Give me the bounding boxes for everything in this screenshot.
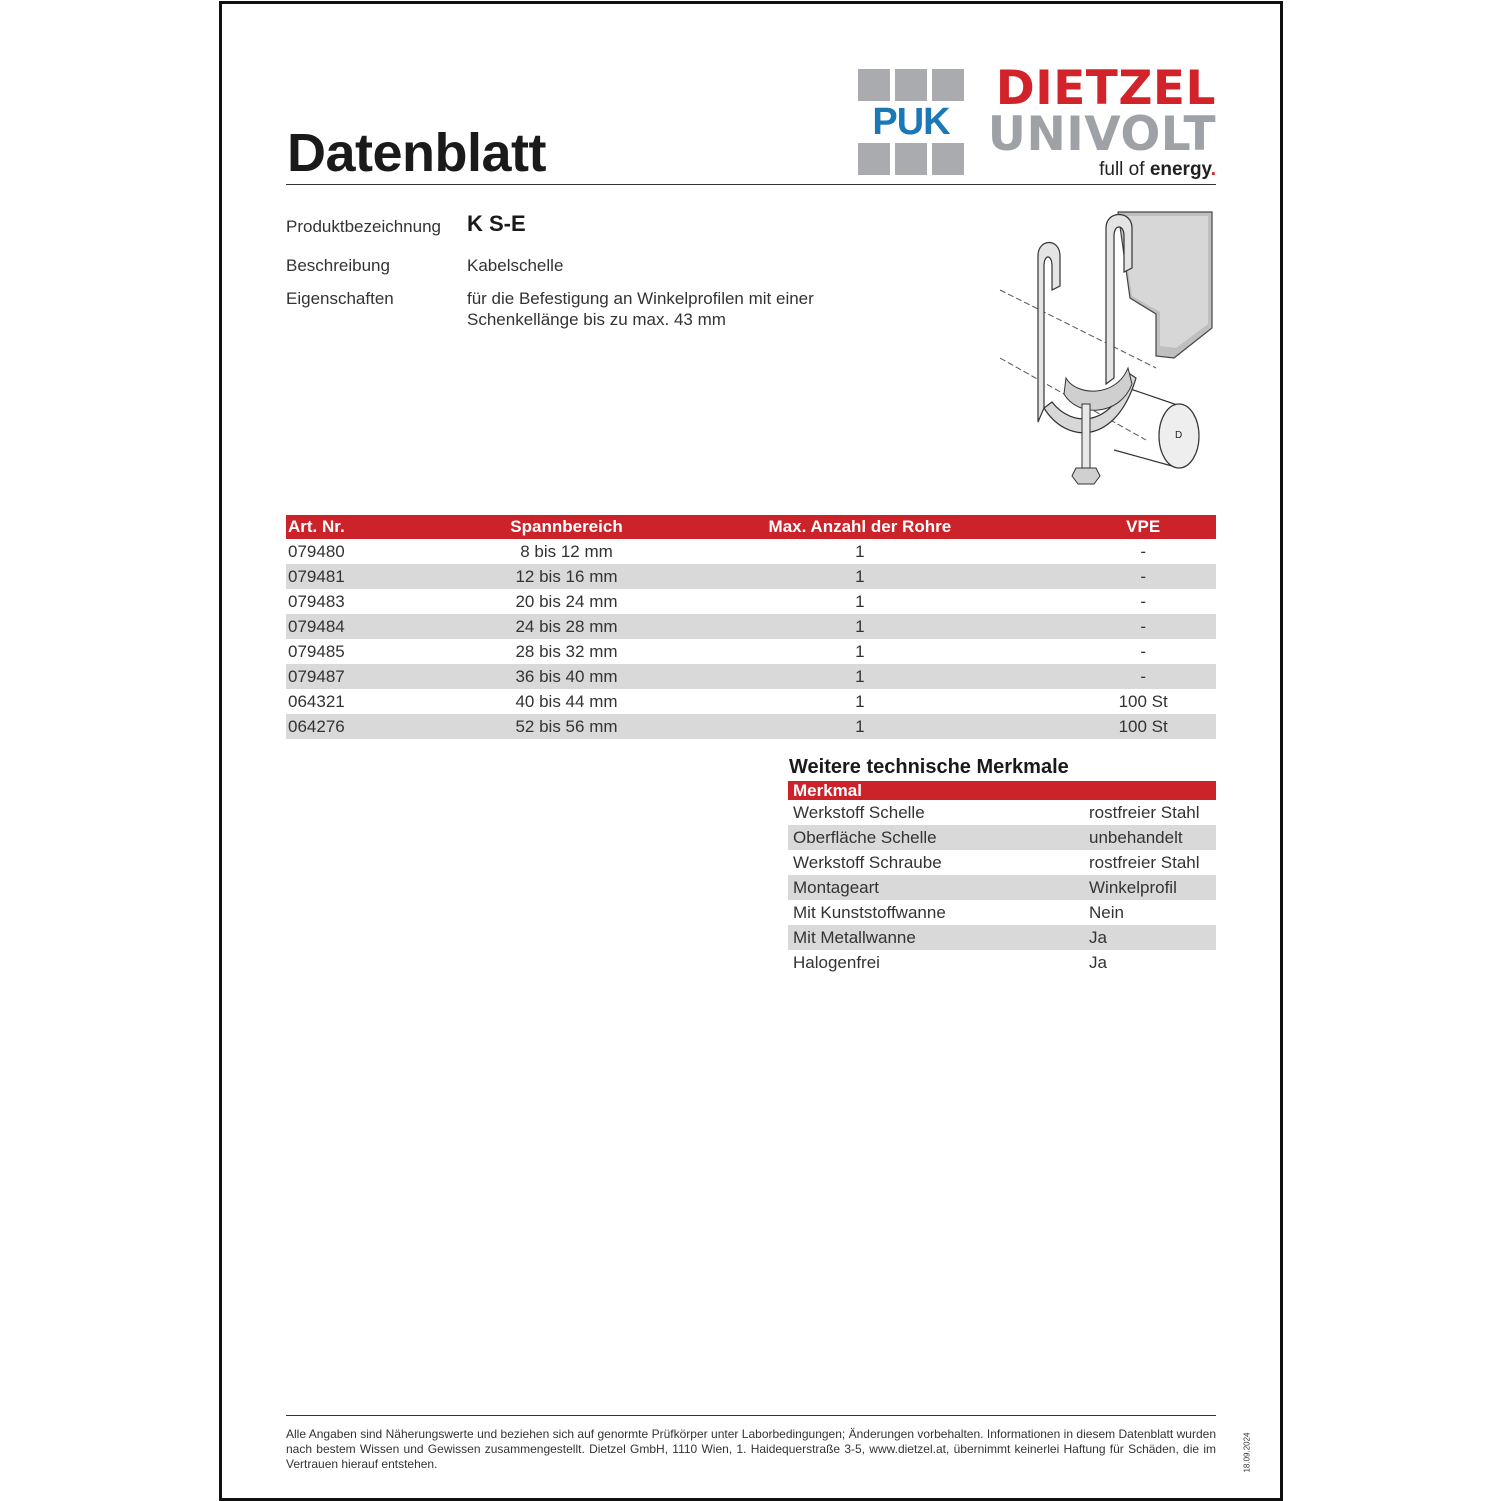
description-label: Beschreibung — [286, 256, 390, 275]
cell-vpe: - — [1070, 664, 1216, 689]
diameter-label: D — [1175, 430, 1183, 441]
feature-value: Winkelprofil — [1089, 875, 1216, 900]
cell-vpe: 100 St — [1070, 714, 1216, 739]
cell-art-nr: 079480 — [288, 541, 345, 561]
feature-key: Werkstoff Schraube — [793, 852, 942, 872]
table-row — [286, 614, 1216, 639]
feature-key: Mit Metallwanne — [788, 925, 1089, 950]
table-row — [286, 589, 1216, 614]
cell-vpe: - — [1140, 591, 1146, 611]
cell-max-rohre: 1 — [649, 564, 1070, 589]
feature-key: Halogenfrei — [793, 952, 880, 972]
feature-key: Mit Kunststoffwanne — [793, 902, 946, 922]
cable-clamp-drawing-icon — [996, 208, 1218, 490]
feature-row — [788, 950, 1216, 975]
table-row — [286, 689, 1216, 714]
document-date: 18.09.2024 — [1242, 1432, 1252, 1473]
product-name-value: K S-E — [467, 211, 526, 236]
cell-max-rohre: 1 — [649, 614, 1070, 639]
cell-spannbereich: 36 bis 40 mm — [484, 664, 650, 689]
article-table — [286, 515, 1216, 739]
product-name-label: Produktbezeichnung — [286, 217, 442, 236]
article-table-header — [286, 515, 1216, 539]
cell-art-nr: 079483 — [288, 591, 345, 611]
cell-vpe: - — [1070, 614, 1216, 639]
table-row — [286, 539, 1216, 564]
feature-value: rostfreier Stahl — [1089, 802, 1200, 822]
table-row — [286, 639, 1216, 664]
footer-divider — [286, 1415, 1216, 1416]
table-row — [286, 714, 1216, 739]
col-spannbereich: Spannbereich — [484, 515, 650, 539]
features-table-header — [788, 781, 1216, 800]
feature-value: unbehandelt — [1089, 825, 1216, 850]
cell-art-nr: 079485 — [288, 641, 345, 661]
cell-spannbereich: 40 bis 44 mm — [515, 691, 618, 711]
feature-value: rostfreier Stahl — [1089, 852, 1200, 872]
cell-vpe: - — [1070, 564, 1216, 589]
footer-disclaimer: Alle Angaben sind Näherungswerte und beziehen sich auf genormte Prüfkörper unter Laborbedingungen; Änderungen vorbehalten. Informationen in diesem Datenblatt wurden nach bestem Wissen und Gewissen zusammengestellt. Dietzel GmbH, 1110 Wien, 1. Haidequerstraße 3-5, www.dietzel.at, übernimmt keinerlei Haftung für Schäden, die im Vertrauen hierauf entstehen. — [286, 1427, 1216, 1471]
cell-art-nr: 064276 — [286, 714, 484, 739]
col-art-nr: Art. Nr. — [286, 515, 484, 539]
feature-row — [788, 875, 1216, 900]
cell-spannbereich: 20 bis 24 mm — [515, 591, 618, 611]
feature-value: Ja — [1089, 925, 1216, 950]
cell-spannbereich: 24 bis 28 mm — [484, 614, 650, 639]
col-max-rohre: Max. Anzahl der Rohre — [649, 515, 1070, 539]
properties-line-1: für die Befestigung an Winkelprofilen mit einer — [467, 289, 814, 308]
cell-art-nr: 064321 — [288, 691, 345, 711]
feature-row — [788, 825, 1216, 850]
feature-value: Ja — [1089, 952, 1107, 972]
cell-art-nr: 079481 — [286, 564, 484, 589]
page-title: Datenblatt — [287, 123, 547, 183]
cell-vpe: 100 St — [1118, 691, 1168, 711]
brand-univolt: UNIVOLT — [987, 107, 1216, 162]
cell-vpe: - — [1140, 541, 1146, 561]
description-value: Kabelschelle — [467, 256, 564, 275]
table-row — [286, 664, 1216, 689]
title-divider — [286, 184, 1216, 185]
feature-value: Nein — [1089, 902, 1124, 922]
cell-max-rohre: 1 — [649, 714, 1070, 739]
dietzel-univolt-logo — [987, 61, 1216, 184]
feature-row — [788, 800, 1216, 825]
properties-label: Eigenschaften — [286, 289, 394, 308]
cell-vpe: - — [1140, 641, 1146, 661]
features-table — [788, 781, 1216, 975]
feature-row — [788, 850, 1216, 875]
cell-art-nr: 079484 — [286, 614, 484, 639]
cell-spannbereich: 52 bis 56 mm — [484, 714, 650, 739]
features-title: Weitere technische Merkmale — [789, 756, 1069, 778]
brand-tagline: full of energy. — [1099, 159, 1216, 180]
cell-max-rohre: 1 — [855, 641, 865, 661]
feature-row — [788, 925, 1216, 950]
puk-logo-text: PUK — [872, 101, 950, 143]
feature-key: Werkstoff Schelle — [793, 802, 925, 822]
cell-spannbereich: 12 bis 16 mm — [484, 564, 650, 589]
feature-key: Montageart — [788, 875, 1089, 900]
feature-row — [788, 900, 1216, 925]
cell-max-rohre: 1 — [855, 541, 865, 561]
cell-max-rohre: 1 — [855, 691, 865, 711]
cell-spannbereich: 28 bis 32 mm — [515, 641, 618, 661]
cell-spannbereich: 8 bis 12 mm — [520, 541, 613, 561]
table-row — [286, 564, 1216, 589]
puk-logo — [858, 69, 964, 175]
brand-dietzel: DIETZEL — [995, 61, 1216, 116]
cell-max-rohre: 1 — [855, 591, 865, 611]
cell-art-nr: 079487 — [286, 664, 484, 689]
properties-line-2: Schenkellänge bis zu max. 43 mm — [467, 310, 726, 329]
col-vpe: VPE — [1070, 515, 1216, 539]
col-merkmal: Merkmal — [788, 781, 1216, 800]
feature-key: Oberfläche Schelle — [788, 825, 1089, 850]
cell-max-rohre: 1 — [649, 664, 1070, 689]
